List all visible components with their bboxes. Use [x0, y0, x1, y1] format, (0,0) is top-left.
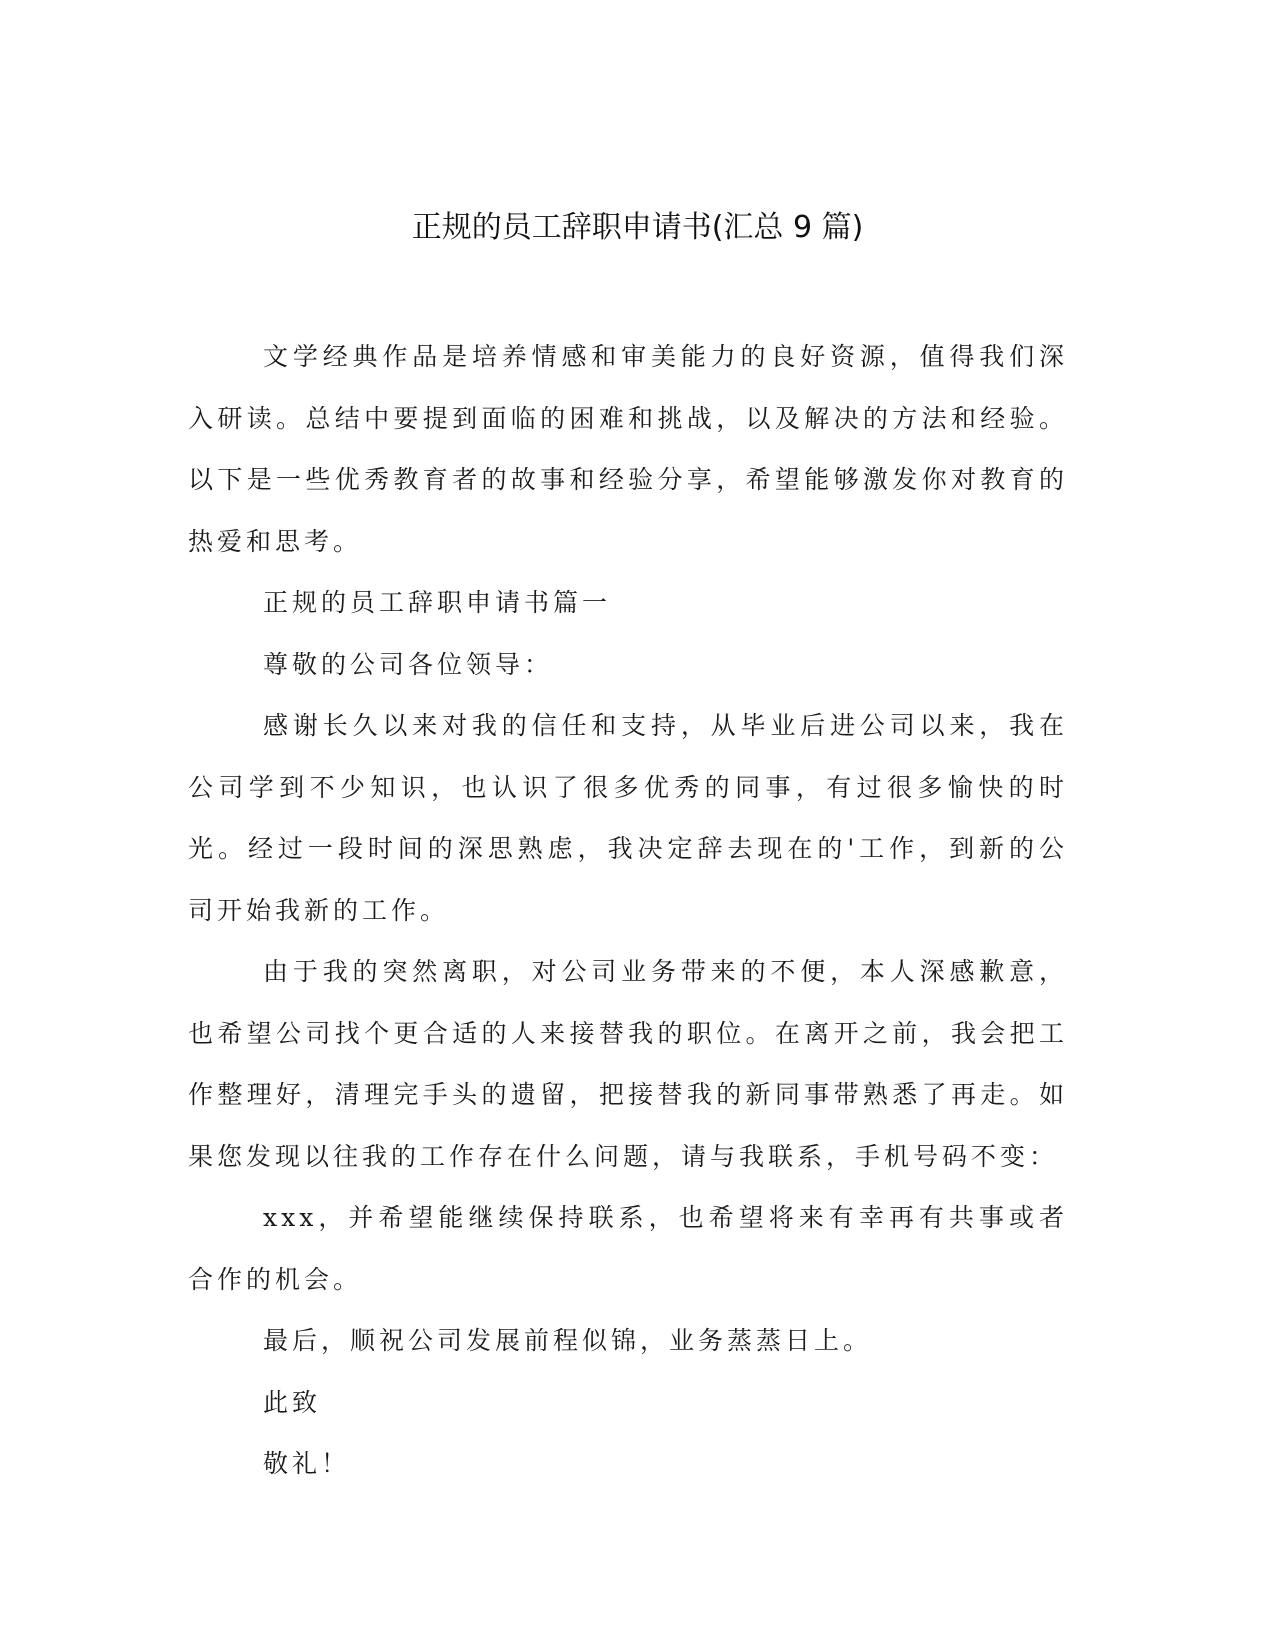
- section-heading: 正规的员工辞职申请书篇一: [263, 588, 612, 617]
- paragraph-contact: xxx，并希望能继续保持联系，也希望将来有幸再有共事或者合作的机会。: [188, 1203, 1068, 1294]
- document-title: 正规的员工辞职申请书(汇总 9 篇): [411, 210, 864, 245]
- closing-cizhi: 此致: [263, 1387, 322, 1417]
- closing-jingli: 敬礼！: [263, 1449, 351, 1478]
- paragraph-apology: 由于我的突然离职，对公司业务带来的不便，本人深感歉意，也希望公司找个更合适的人来接替我的职位。在离开之前，我会把工作整理好，清理完手头的遗留，把接替我的新同事带熟悉了再走。如果您发现以往我的工作存在什么问题，请与我联系，手机号码不变：: [188, 957, 1068, 1171]
- document-body: [188, 326, 1068, 1495]
- salutation: 尊敬的公司各位领导：: [263, 649, 554, 679]
- paragraph-intro: 文学经典作品是培养情感和审美能力的良好资源，值得我们深入研读。总结中要提到面临的困难和挑战，以及解决的方法和经验。以下是一些优秀教育者的故事和经验分享，希望能够激发你对教育的热爱和思考。: [188, 342, 1068, 556]
- paragraph-closing-wish: 最后，顺祝公司发展前程似锦，业务蒸蒸日上。: [263, 1326, 873, 1355]
- paragraph-thanks: 感谢长久以来对我的信任和支持，从毕业后进公司以来，我在公司学到不少知识，也认识了很多优秀的同事，有过很多愉快的时光。经过一段时间的深思熟虑，我决定辞去现在的'工作，到新的公司开始我新的工作。: [188, 711, 1068, 925]
